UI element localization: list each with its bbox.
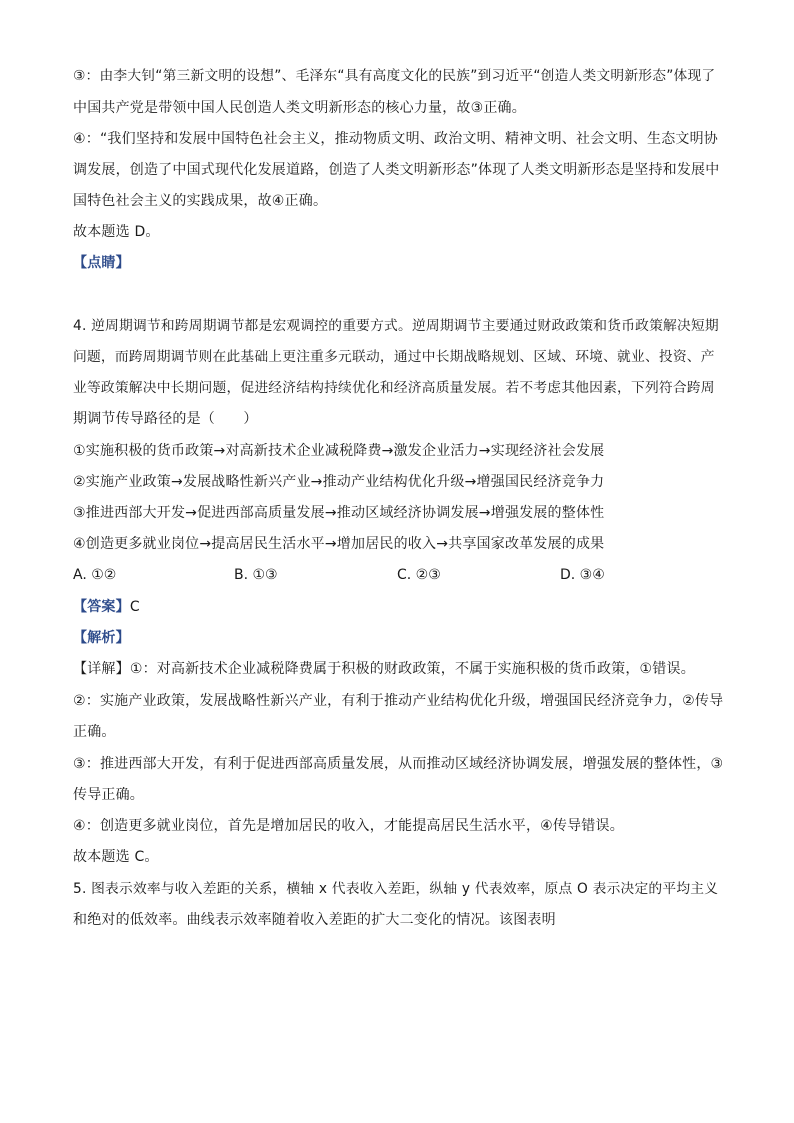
question-4-stem: 期调节传导路径的是（ ） [73, 411, 258, 427]
option-d: D. ③④ [560, 567, 605, 583]
question-4-stem: 4. 逆周期调节和跨周期调节都是宏观调控的重要方式。逆周期调节主要通过财政政策和货币政策解决短期 [73, 318, 719, 334]
text-line: ④：“我们坚持和发展中国特色社会主义，推动物质文明、政治文明、精神文明、社会文明、生态文明协 [73, 131, 719, 147]
question-4-stem: 业等政策解决中长期问题，促进经济结构持续优化和经济高质量发展。若不考虑其他因素，下列符合跨周 [73, 380, 715, 396]
question-4-item: ③推进西部大开发→促进西部高质量发展→推动区域经济协调发展→增强发展的整体性 [73, 505, 605, 521]
detail-line: 故本题选 C。 [73, 849, 159, 865]
text-line: 故本题选 D。 [73, 224, 160, 240]
option-b: B. ①③ [234, 567, 278, 583]
question-5-stem: 和绝对的低效率。曲线表示效率随着收入差距的扩大二变化的情况。该图表明 [73, 912, 556, 928]
detail-text: ①：对高新技术企业减税降费属于积极的财政政策，不属于实施积极的货币政策，①错误。 [129, 661, 695, 677]
text-line: 调发展，创造了中国式现代化发展道路，创造了人类文明新形态”体现了人类文明新形态是坚持和发展中 [73, 162, 720, 178]
answer-value: C [129, 599, 140, 615]
option-a: A. ①② [73, 567, 117, 583]
detail-line: 正确。 [73, 724, 116, 740]
text-line: 国特色社会主义的实践成果，故④正确。 [73, 193, 328, 209]
detail-line: ②：实施产业政策，发展战略性新兴产业，有利于推动产业结构优化升级，增强国民经济竞争力，②传导 [73, 693, 724, 709]
detail-line: ③：推进西部大开发，有利于促进西部高质量发展，从而推动区域经济协调发展，增强发展的整体性，③ [73, 756, 724, 772]
detail-label: 【详解】 [73, 661, 130, 677]
section-label-dianjing: 【点睛】 [73, 255, 130, 271]
question-4-stem: 问题，而跨周期调节则在此基础上更注重多元联动，通过中长期战略规划、区域、环境、就业、投资、产 [73, 349, 715, 365]
analysis-label: 【解析】 [73, 630, 130, 646]
question-4-item: ④创造更多就业岗位→提高居民生活水平→增加居民的收入→共享国家改革发展的成果 [73, 536, 605, 552]
question-4-item: ②实施产业政策→发展战略性新兴产业→推动产业结构优化升级→增强国民经济竞争力 [73, 474, 605, 490]
answer-line [73, 597, 723, 617]
answer-label: 【答案】 [73, 599, 130, 615]
question-4-item: ①实施积极的货币政策→对高新技术企业减税降费→激发企业活力→实现经济社会发展 [73, 443, 605, 459]
detail-line: ④：创造更多就业岗位，首先是增加居民的收入，才能提高居民生活水平，④传导错误。 [73, 818, 624, 834]
question-5-stem: 5. 图表示效率与收入差距的关系，横轴 x 代表收入差距，纵轴 y 代表效率，原点 O 表示决定的平均主义 [73, 881, 719, 897]
detail-line: 传导正确。 [73, 787, 144, 803]
detail-line [73, 659, 723, 679]
question-4-options [73, 565, 723, 585]
text-line: 中国共产党是带领中国人民创造人类文明新形态的核心力量，故③正确。 [73, 100, 526, 116]
text-line: ③：由李大钊“第三新文明的设想”、毛泽东“具有高度文化的民族”到习近平“创造人类文明新形态”体现了 [73, 68, 716, 84]
option-c: C. ②③ [397, 567, 441, 583]
